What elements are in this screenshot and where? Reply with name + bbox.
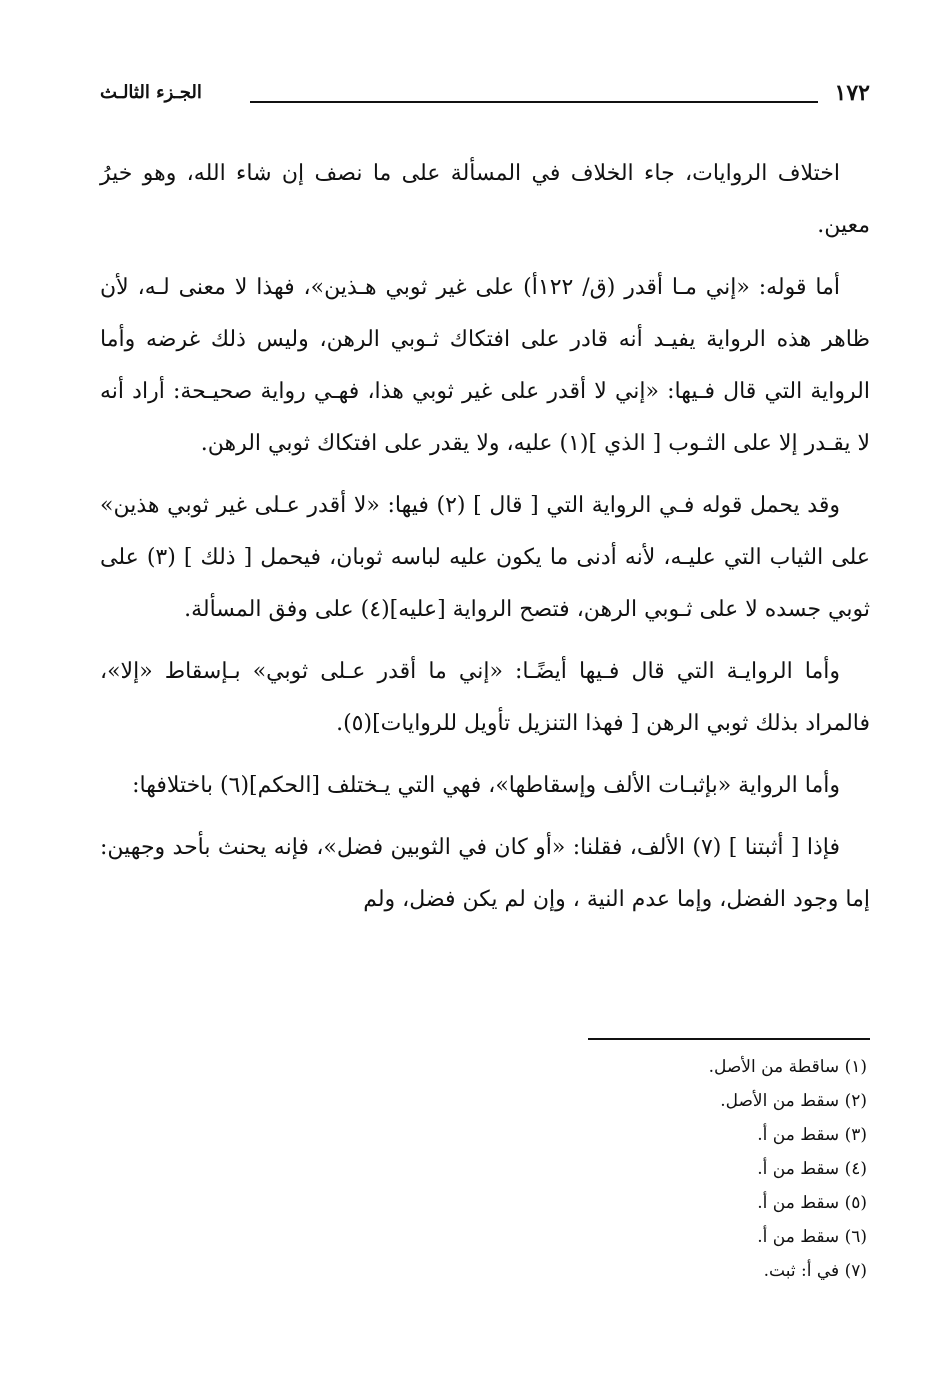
header-rule	[250, 101, 818, 103]
footnote: (٥) سقط من أ.	[757, 1193, 867, 1213]
main-text	[100, 148, 870, 936]
footnote: (١) ساقطة من الأصل.	[708, 1057, 867, 1077]
footnote: (٤) سقط من أ.	[757, 1159, 867, 1179]
footnote: (٣) سقط من أ.	[757, 1125, 867, 1145]
footnote: (٦) سقط من أ.	[757, 1227, 867, 1247]
paragraph: وقد يحمل قوله فـي الرواية التي [ قال ] (٢) فيها: «لا أقدر عـلى غير ثوبي هذين» على الثياب التي عليـه، لأنه أدنى ما يكون عليه لباسه ثوبان، فيحمل [ ذلك ] (٣) على ثوبي جسده لا على ثـوبي الرهن، فتصح الرواية [عليه](٤) على وفق المسألة.	[100, 493, 870, 622]
paragraph: فإذا [ أثبتنا ] (٧) الألف، فقلنا: «أو كان في الثوبين فضل»، فإنه يحنث بأحد وجهين: إما وجود الفضل، وإما عدم النية ، وإن لم يكن فضل، ولم	[100, 835, 870, 912]
paragraph: وأما الروايـة التي قال فـيها أيضًـا: «إني ما أقدر عـلى ثوبي» بـإسقاط «إلا»، فالمراد بذلك ثوبي الرهن [ فهذا التنزيل تأويل للروايات](٥).	[100, 659, 870, 736]
page-header	[100, 80, 870, 116]
page-number: ١٧٢	[834, 80, 870, 106]
running-title: الجـزء الثالـث	[100, 82, 202, 103]
paragraph: وأما الرواية «بإثبـات الألف وإسقاطها»، فهي التي يـختلف [الحكم](٦) باختلافها:	[132, 773, 840, 798]
footnote-separator	[588, 1038, 870, 1040]
footnotes-list	[467, 1050, 867, 1288]
paragraph: أما قوله: «إني مـا أقدر (ق/ ١٢٢أ) على غير ثوبي هـذين»، فهذا لا معنى لـه، لأن ظاهر هذه الرواية يفيـد أنه قادر على افتكاك ثـوبي الرهن، وليس ذلك غرضه وأما الرواية التي قال فـيها: «إني لا أقدر على غير ثوبي هذا، فهـي رواية صحيـحة: أراد أنه لا يقـدر إلا على الثـوب [ الذي ](١) عليه، ولا يقدر على افتكاك ثوبي الرهن.	[100, 275, 870, 456]
paragraph: اختلاف الروايات، جاء الخلاف في المسألة على ما نصف إن شاء الله، وهو خيرُ معين.	[100, 161, 870, 238]
footnote: (٢) سقط من الأصل.	[720, 1091, 867, 1111]
footnote: (٧) في أ: ثبت.	[763, 1261, 867, 1281]
